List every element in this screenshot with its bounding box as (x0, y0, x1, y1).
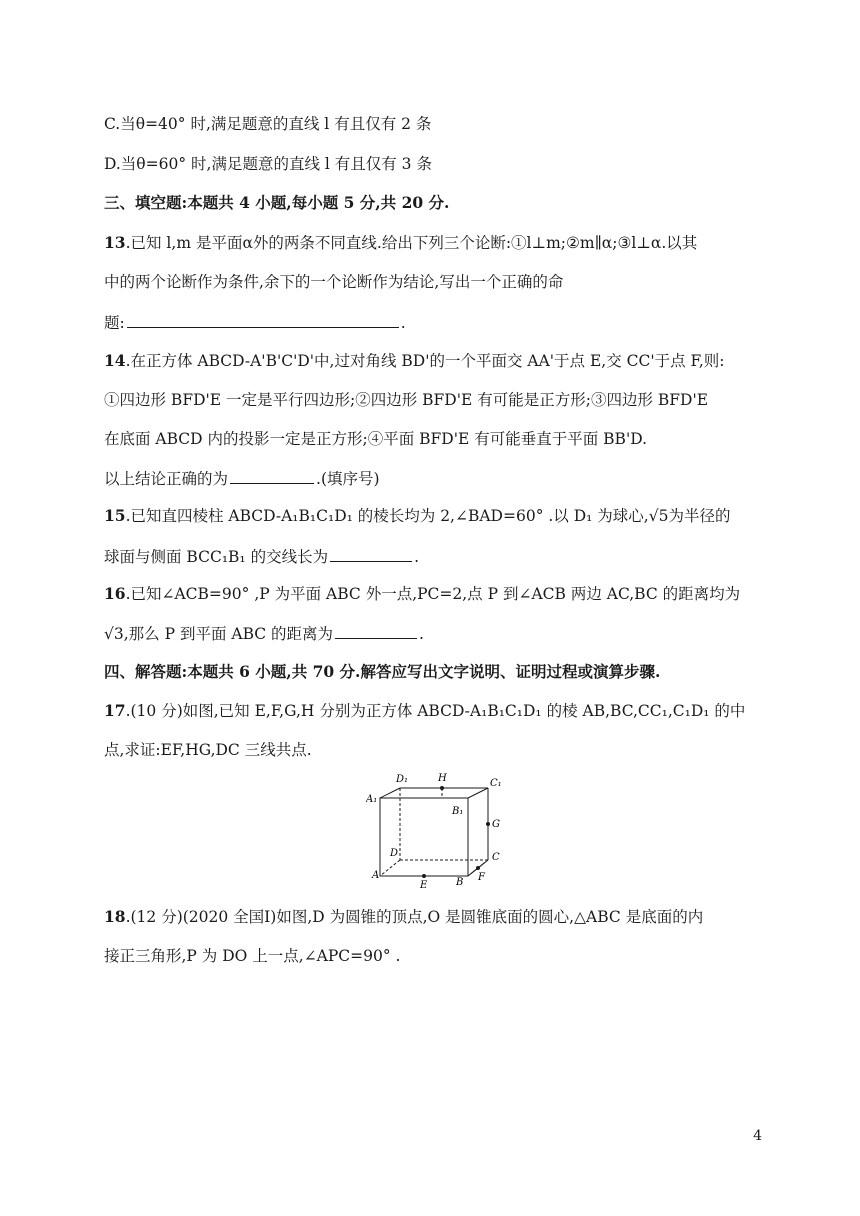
label-d1: D₁ (396, 774, 409, 785)
label-g: G (492, 819, 500, 830)
question-16-suffix: . (419, 625, 424, 643)
point-f (476, 866, 480, 870)
question-15-text-1: .已知直四棱柱 ABCD-A₁B₁C₁D₁ 的棱长均为 2,∠BAD=60° .以 D₁ 为球心,√5为半径的 (125, 507, 731, 525)
label-f: F (478, 872, 485, 883)
question-13-line-1 (104, 232, 697, 254)
section-fill-blank-heading: 三、填空题:本题共 4 小题,每小题 5 分,共 20 分. (104, 193, 450, 212)
question-15-line-1 (104, 505, 730, 527)
label-b: B (456, 877, 464, 888)
question-14-line-4 (104, 467, 380, 490)
question-14-line-3: 在底面 ABCD 内的投影一定是正方形;④平面 BFD'E 有可能垂直于平面 BB'D. (104, 430, 648, 448)
question-15-suffix: . (414, 548, 420, 566)
question-16-text-1: .已知∠ACB=90° ,P 为平面 ABC 外一点,PC=2,点 P 到∠ACB 两边 AC,BC 的距离均为 (125, 585, 741, 603)
question-14-prefix: 以上结论正确的为 (104, 470, 229, 488)
question-14-text-1: .在正方体 ABCD-A'B'C'D'中,过对角线 BD'的一个平面交 AA'于点 E,交 CC'于点 F,则: (125, 352, 725, 370)
question-16-line-2 (104, 622, 424, 645)
question-13-line-2: 中的两个论断作为条件,余下的一个论断作为结论,写出一个正确的命 (104, 273, 564, 291)
label-b1: B₁ (452, 806, 464, 817)
question-15-prefix: 球面与侧面 BCC₁B₁ 的交线长为 (104, 548, 329, 566)
question-16-line-1 (104, 583, 740, 605)
answer-blank-13[interactable] (127, 311, 399, 328)
question-15-line-2 (104, 545, 419, 568)
point-h (440, 786, 444, 790)
question-13-prefix: 题: (104, 314, 125, 332)
point-e (422, 874, 426, 878)
page-number: 4 (753, 1128, 762, 1144)
answer-blank-16[interactable] (335, 622, 417, 639)
point-g (486, 822, 490, 826)
answer-blank-14[interactable] (230, 467, 314, 484)
label-c1: C₁ (490, 778, 502, 789)
label-e: E (420, 880, 428, 890)
question-13-text-1: .已知 l,m 是平面α外的两条不同直线.给出下列三个论断:①l⊥m;②m∥α;③l⊥α.以其 (125, 234, 698, 252)
question-14-number: 14 (104, 351, 126, 370)
option-c: C.当θ=40° 时,满足题意的直线 l 有且仅有 2 条 (104, 115, 432, 133)
question-17-number: 17 (104, 701, 126, 720)
question-14-line-1 (104, 350, 725, 372)
section-answer-heading: 四、解答题:本题共 6 小题,共 70 分.解答应写出文字说明、证明过程或演算步骤. (104, 662, 661, 681)
question-17-text-1: .(10 分)如图,已知 E,F,G,H 分别为正方体 ABCD-A₁B₁C₁D₁ 的棱 AB,BC,CC₁,C₁D₁ 的中 (125, 702, 746, 720)
answer-blank-15[interactable] (330, 545, 412, 562)
question-17-line-1 (104, 700, 745, 722)
question-13-suffix: . (400, 314, 406, 332)
label-d: D (390, 848, 399, 859)
question-13-number: 13 (104, 233, 126, 252)
question-13-line-3 (104, 311, 406, 334)
question-14-line-2: ①四边形 BFD'E 一定是平行四边形;②四边形 BFD'E 有可能是正方形;③四边形 BFD'E (104, 391, 709, 409)
question-18-text-1: .(12 分)(2020 全国Ⅰ)如图,D 为圆锥的顶点,O 是圆锥底面的圆心,△ABC 是底面的内 (125, 908, 704, 926)
question-18-number: 18 (104, 907, 126, 926)
option-d: D.当θ=60° 时,满足题意的直线 l 有且仅有 3 条 (104, 155, 432, 173)
question-17-line-2: 点,求证:EF,HG,DC 三线共点. (104, 741, 312, 759)
cube-figure (366, 768, 502, 890)
question-16-prefix: √3,那么 P 到平面 ABC 的距离为 (104, 625, 334, 643)
question-18-line-1 (104, 906, 703, 928)
label-c: C (492, 852, 500, 863)
question-16-number: 16 (104, 584, 126, 603)
label-h: H (438, 773, 447, 784)
label-a1: A₁ (366, 794, 378, 805)
question-15-number: 15 (104, 506, 126, 525)
question-14-suffix: .(填序号) (316, 470, 380, 488)
label-a: A (372, 870, 380, 881)
question-18-line-2: 接正三角形,P 为 DO 上一点,∠APC=90° . (104, 947, 401, 965)
